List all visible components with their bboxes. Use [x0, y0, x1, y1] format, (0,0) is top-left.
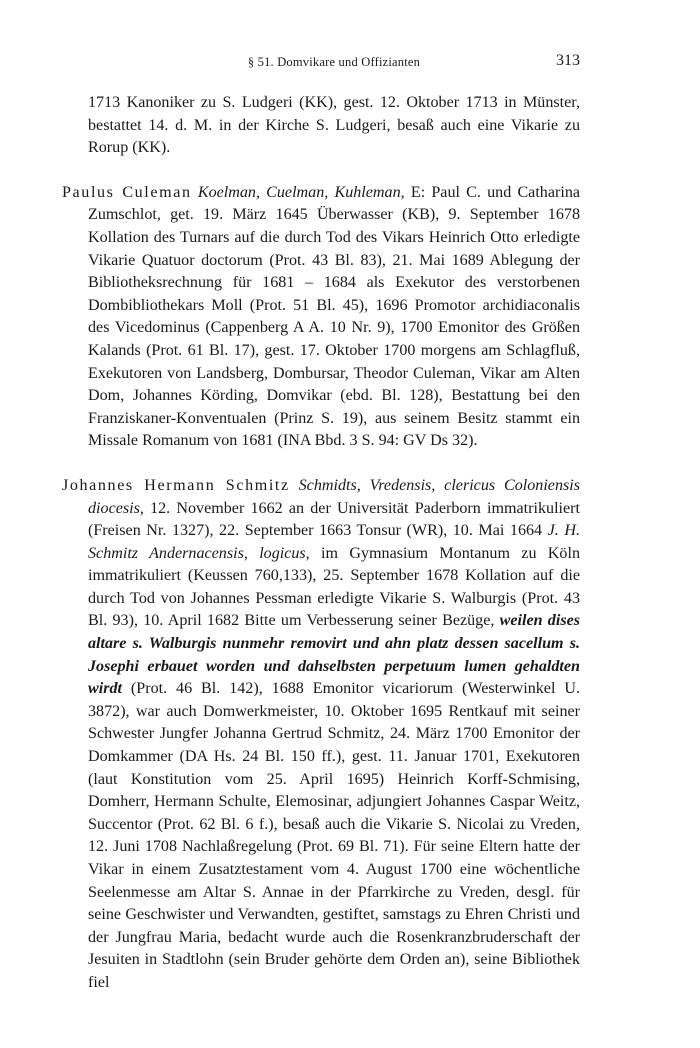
text-segment: 12. November 1662 an der Universität Paderborn immatrikuliert (Freisen Nr. 1327), 22. September 1663 Tonsur (WR), 10. Mai 1664 [88, 499, 580, 540]
page-header [88, 52, 580, 72]
text-segment: 1713 Kanoniker zu S. Ludgeri (KK), gest. 12. Oktober 1713 in Münster, bestattet 14. d. M. in der Kirche S. Ludgeri, besaß auch eine Vikarie zu Rorup (KK). [88, 94, 580, 157]
text-segment [290, 477, 299, 494]
entry-continuation [62, 92, 580, 160]
text-segment: E: Paul C. und Catharina Zumschlot, get. 19. März 1645 Überwasser (KB), 9. September 1678 Kollation des Turnars auf die durch Tod des Vikars Heinrich Otto erledigte Vikarie Quatuor doctorum (Prot. 43 Bl. 83), 21. Mai 1689 Ablegung der Bibliotheksrechnung für 1681 – 1684 als Exekutor des verstorbenen Dombibliothekars Moll (Prot. 51 Bl. 45), 1696 Promotor archidiaconalis des Vicedominus (Cappenberg A A. 10 Nr. 9), 1700 Emonitor des Größen Kalands (Prot. 61 Bl. 17), gest. 17. Oktober 1700 morgens am Schlagfluß, Exekutoren von Landsberg, Dombursar, Theodor Culeman, Vikar am Alten Dom, Johannes Körding, Domvikar (ebd. Bl. 128), Bestattung bei den Franziskaner-Konventualen (Prinz S. 19), aus seinem Besitz stammt ein Missale Romanum von 1681 (INA Bbd. 3 S. 94: GV Ds 32). [88, 183, 581, 450]
quotation: weilen dises altare s. Walburgis nunmehr removirt und ahn platz dessen sacellum s. Josephi erbauet worden und dahselbsten perpetuum lumen gehaldten wirdt [88, 612, 580, 698]
name-variants: J. H. Schmitz Andernacensis, logicus, [88, 522, 580, 562]
running-title: § 51. Domvikare und Offizianten [247, 55, 421, 69]
person-name: Johannes Hermann Schmitz [62, 476, 290, 494]
entry-johannes-hermann-schmitz [62, 475, 580, 995]
text-segment: (Prot. 46 Bl. 142), 1688 Emonitor vicariorum (Westerwinkel U. 3872), war auch Domwerkmeister, 10. Oktober 1695 Rentkauf mit seiner Schwester Jungfer Johanna Gertrud Schmitz, 24. März 1700 Emonitor der Domkammer (DA Hs. 24 Bl. 150 ff.), gest. 11. Januar 1701, Exekutoren (laut Konstitution vom 25. April 1695) Heinrich Korff-Schmising, Domherr, Hermann Schulte, Elemosinar, adjungiert Johannes Caspar Weitz, Succentor (Prot. 62 Bl. 6 f.), besaß auch die Vikarie S. Nicolai zu Vreden, 12. Juni 1708 Nachlaßregelung (Prot. 69 Bl. 71). Für seine Eltern hatte der Vikar in einem Zusatztestament vom 4. August 1700 eine wöchentliche Seelenmesse am Altar S. Annae in der Pfarrkirche zu Vreden, desgl. für seine Geschwister und Verwandten, gestiftet, samstags zu Ehren Christi und der Jungfrau Maria, bedacht wurde auch die Rosenkranzbruderschaft der Jesuiten in Stadtlohn (sein Bruder gehörte dem Orden an), seine Bibliothek fiel [88, 680, 580, 991]
entry-paulus-culeman [62, 182, 580, 453]
name-variants: Koelman, Cuelman, Kuhleman, [197, 183, 405, 201]
person-name: Paulus Culeman [62, 183, 192, 201]
page-number: 313 [556, 52, 580, 69]
entry-text [62, 92, 580, 160]
page-body [62, 92, 580, 1017]
entry-text [62, 475, 580, 995]
text-segment: im Gymnasium Montanum zu Köln immatrikuliert (Keussen 760,133), 25. September 1678 Kollation auf die durch Tod von Johannes Pessman erledigte Vikarie S. Walburgis (Prot. 43 Bl. 93), 10. April 1682 Bitte um Verbesserung seiner Bezüge, [88, 544, 580, 630]
name-variants: Schmidts, Vredensis, clericus Coloniensis diocesis, [88, 476, 580, 517]
entry-text [62, 182, 580, 453]
